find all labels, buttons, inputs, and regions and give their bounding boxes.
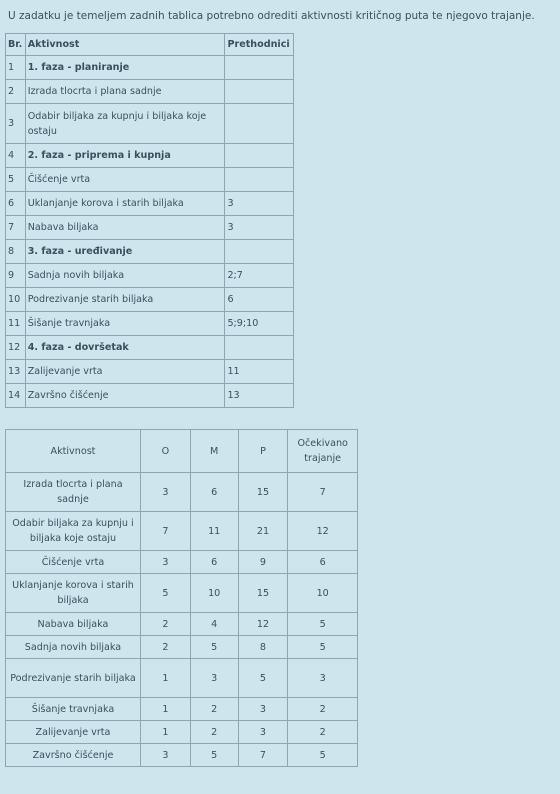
header-optimistic: O [140,430,190,473]
activity-cell: Podrezivanje starih biljaka [6,659,141,698]
row-number: 14 [6,384,26,408]
activity-cell: Odabir biljaka za kupnju i biljaka koje ostaju [25,104,225,144]
predecessors-cell [225,240,294,264]
row-number: 12 [6,336,26,360]
table-row [6,144,294,168]
table-row [6,192,294,216]
header-predecessors: Prethodnici [225,34,294,56]
header-br: Br. [6,34,26,56]
activity-cell: Nabava biljaka [6,613,141,636]
table-row [6,613,358,636]
pessimistic-cell: 8 [238,636,288,659]
predecessors-cell: 3 [225,216,294,240]
optimistic-cell: 3 [140,551,190,574]
table-row [6,360,294,384]
activity-cell: Odabir biljaka za kupnju i biljaka koje ostaju [6,512,141,551]
activity-cell: Izrada tlocrta i plana sadnje [25,80,225,104]
table-row [6,80,294,104]
activity-cell: 3. faza - uređivanje [25,240,225,264]
predecessors-cell [225,168,294,192]
intro-text: U zadatku je temeljem zadnih tablica potrebno odrediti aktivnosti kritičnog puta te njegovo trajanje. [8,10,535,22]
activity-cell: Završno čišćenje [6,744,141,767]
activity-cell: Zalijevanje vrta [6,721,141,744]
activity-cell: Sadnja novih biljaka [25,264,225,288]
predecessors-cell [225,56,294,80]
activity-cell: Završno čišćenje [25,384,225,408]
activity-cell: Šišanje travnjaka [6,698,141,721]
optimistic-cell: 5 [140,574,190,613]
activity-cell: Nabava biljaka [25,216,225,240]
table-row [6,574,358,613]
table-row [6,636,358,659]
predecessors-cell: 13 [225,384,294,408]
expected-duration-cell: 6 [288,551,358,574]
most-likely-cell: 11 [190,512,238,551]
table-row [6,551,358,574]
row-number: 7 [6,216,26,240]
most-likely-cell: 6 [190,473,238,512]
activity-cell: Šišanje travnjaka [25,312,225,336]
predecessors-cell: 5;9;10 [225,312,294,336]
activity-cell: Sadnja novih biljaka [6,636,141,659]
activity-cell: 2. faza - priprema i kupnja [25,144,225,168]
optimistic-cell: 3 [140,473,190,512]
predecessors-table [5,33,294,408]
optimistic-cell: 2 [140,636,190,659]
table-row [6,104,294,144]
table-row [6,240,294,264]
table-row [6,698,358,721]
header-activity: Aktivnost [6,430,141,473]
table-row [6,512,358,551]
table-row [6,744,358,767]
activity-cell: Uklanjanje korova i starih biljaka [25,192,225,216]
most-likely-cell: 10 [190,574,238,613]
most-likely-cell: 6 [190,551,238,574]
expected-duration-cell: 2 [288,698,358,721]
predecessors-cell: 2;7 [225,264,294,288]
expected-duration-cell: 5 [288,613,358,636]
pessimistic-cell: 3 [238,721,288,744]
table-row [6,216,294,240]
optimistic-cell: 2 [140,613,190,636]
pessimistic-cell: 15 [238,574,288,613]
expected-duration-cell: 5 [288,744,358,767]
predecessors-cell: 11 [225,360,294,384]
expected-duration-cell: 2 [288,721,358,744]
most-likely-cell: 2 [190,721,238,744]
activity-cell: Podrezivanje starih biljaka [25,288,225,312]
optimistic-cell: 3 [140,744,190,767]
table-header-row [6,430,358,473]
row-number: 13 [6,360,26,384]
table-row [6,288,294,312]
most-likely-cell: 3 [190,659,238,698]
predecessors-cell [225,144,294,168]
optimistic-cell: 7 [140,512,190,551]
row-number: 11 [6,312,26,336]
row-number: 2 [6,80,26,104]
header-activity: Aktivnost [25,34,225,56]
activity-cell: Izrada tlocrta i plana sadnje [6,473,141,512]
row-number: 6 [6,192,26,216]
expected-duration-cell: 12 [288,512,358,551]
activity-cell: 4. faza - dovršetak [25,336,225,360]
activity-cell: Zalijevanje vrta [25,360,225,384]
header-most-likely: M [190,430,238,473]
predecessors-cell [225,104,294,144]
pessimistic-cell: 5 [238,659,288,698]
predecessors-cell: 3 [225,192,294,216]
header-expected-duration: Očekivano trajanje [288,430,358,473]
pessimistic-cell: 12 [238,613,288,636]
table-header-row [6,34,294,56]
row-number: 5 [6,168,26,192]
row-number: 4 [6,144,26,168]
row-number: 9 [6,264,26,288]
pessimistic-cell: 9 [238,551,288,574]
most-likely-cell: 5 [190,744,238,767]
pessimistic-cell: 21 [238,512,288,551]
table-row [6,336,294,360]
pessimistic-cell: 3 [238,698,288,721]
predecessors-cell [225,336,294,360]
pessimistic-cell: 7 [238,744,288,767]
table-row [6,168,294,192]
expected-duration-cell: 5 [288,636,358,659]
table-row [6,659,358,698]
optimistic-cell: 1 [140,721,190,744]
expected-duration-cell: 7 [288,473,358,512]
table-row [6,473,358,512]
row-number: 8 [6,240,26,264]
optimistic-cell: 1 [140,659,190,698]
table-row [6,312,294,336]
predecessors-cell [225,80,294,104]
table-row [6,56,294,80]
most-likely-cell: 2 [190,698,238,721]
row-number: 3 [6,104,26,144]
expected-duration-cell: 3 [288,659,358,698]
most-likely-cell: 4 [190,613,238,636]
row-number: 10 [6,288,26,312]
table-row [6,384,294,408]
activity-cell: 1. faza - planiranje [25,56,225,80]
table-row [6,264,294,288]
optimistic-cell: 1 [140,698,190,721]
row-number: 1 [6,56,26,80]
pessimistic-cell: 15 [238,473,288,512]
activity-cell: Uklanjanje korova i starih biljaka [6,574,141,613]
predecessors-cell: 6 [225,288,294,312]
activity-cell: Čišćenje vrta [25,168,225,192]
table-row [6,721,358,744]
most-likely-cell: 5 [190,636,238,659]
expected-duration-cell: 10 [288,574,358,613]
duration-estimates-table [5,429,358,767]
activity-cell: Čišćenje vrta [6,551,141,574]
header-pessimistic: P [238,430,288,473]
